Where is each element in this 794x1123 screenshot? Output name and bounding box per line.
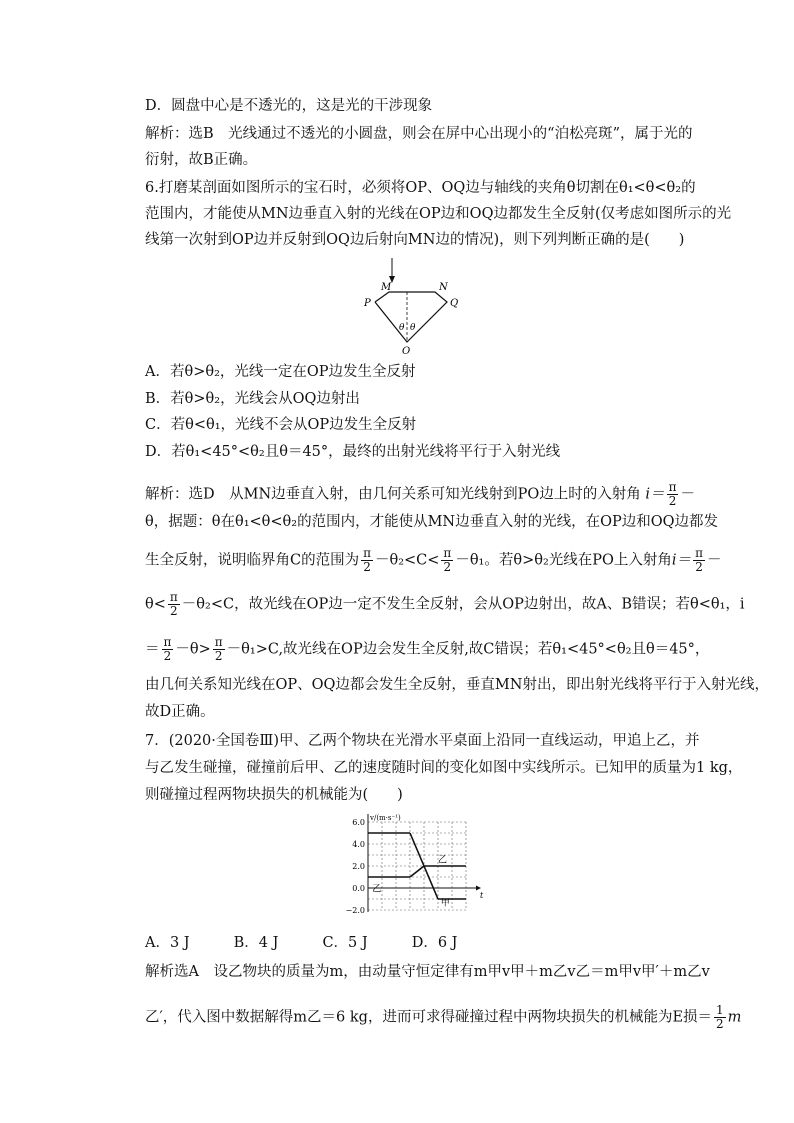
- series-label-yi-after: 乙: [438, 855, 448, 866]
- y-tick-label: 4.0: [352, 840, 365, 849]
- one-half-fraction: $\frac{1}{2}$: [716, 1003, 724, 1031]
- pi-over-2-fraction: $\frac{\pi}{2}$: [363, 546, 371, 574]
- q6-analysis-text: 解析：选D 从MN边垂直入射，由几何关系可知光线射到PO边上时的入射角: [145, 486, 641, 503]
- x-axis-arrow: [476, 886, 481, 891]
- q6-option-c: C．若θ<θ₁，光线不会从OP边发生全反射: [145, 417, 417, 433]
- incidence-angle-i: i＝: [645, 486, 665, 503]
- label-o: O: [402, 346, 411, 356]
- q6-stem-line-1: 6.打磨某剖面如图所示的宝石时，必须将OP、OQ边与轴线的夹角θ切割在θ₁<θ<θ₂的: [145, 180, 696, 196]
- q6-analysis-line-1: 解析：选D 从MN边垂直入射，由几何关系可知光线射到PO边上时的入射角 i＝ $\frac{\pi}{2}$ －: [145, 480, 695, 508]
- y-tick-label: 2.0: [352, 862, 365, 871]
- q7-stem-line-3: 则碰撞过程两物块损失的机械能为( ): [145, 787, 403, 803]
- q5-option-d: D．圆盘中心是不透光的，这是光的干涉现象: [145, 98, 433, 114]
- pi-over-2-fraction: $\frac{\pi}{2}$: [163, 635, 172, 663]
- label-m: M: [381, 282, 392, 293]
- y-tick-label: 6.0: [352, 818, 365, 827]
- x-axis-label: t: [480, 891, 484, 900]
- label-theta-left: θ: [399, 323, 405, 333]
- q7-option-d: D．6 J: [411, 935, 458, 951]
- pi-over-2-fraction: $\frac{\pi}{2}$: [214, 635, 223, 663]
- q6-analysis-line-5: ＝ $\frac{\pi}{2}$ －θ> $\frac{\pi}{2}$ －θ₁>C,故光线在OP边会发生全反射,故C错误；若θ₁<45°<θ₂且θ＝45°，: [145, 635, 710, 663]
- label-theta-right: θ: [410, 323, 416, 333]
- q7-option-a: A．3 J: [145, 935, 190, 951]
- series-segment-jia: [424, 866, 438, 899]
- q5-analysis-line-2: 衍射，故B正确。: [145, 152, 258, 168]
- pi-over-2-fraction: $\frac{\pi}{2}$: [443, 546, 452, 574]
- y-tick-label: −2.0: [345, 906, 365, 915]
- series-segment-jia: [410, 833, 424, 866]
- q7-stem-line-2: 与乙发生碰撞，碰撞前后甲、乙的速度随时间的变化如图中实线所示。已知甲的质量为1 kg，: [145, 760, 743, 776]
- q7-option-b: B．4 J: [233, 935, 279, 951]
- q6-analysis-line-3: 生全反射，说明临界角C的范围为 $\frac{\pi}{2}$ －θ₂<C< $\frac{\pi}{2}$ －θ₁。若θ>θ₂光线在PO上入射角i＝ $\frac{\pi}{2}$ －: [145, 546, 722, 574]
- q6-option-d: D．若θ₁<45°<θ₂且θ＝45°，最终的出射光线将平行于入射光线: [145, 444, 561, 460]
- q6-stem-line-2: 范围内，才能使从MN边垂直入射的光线在OP边和OQ边都发生全反射(仅考虑如图所示的光: [145, 206, 732, 222]
- q6-analysis-line-2: θ，据题：θ在θ₁<θ<θ₂的范围内，才能使从MN边垂直入射的光线，在OP边和OQ边都发: [145, 514, 719, 530]
- label-n: N: [439, 282, 448, 293]
- q7-stem-line-1: 7．(2020·全国卷Ⅲ)甲、乙两个物块在光滑水平桌面上沿同一直线运动，甲追上乙，并: [145, 733, 700, 749]
- q6-analysis-line-4: θ< $\frac{\pi}{2}$ －θ₂<C，故光线在OP边一定不发生全反射，会从OP边射出，故A、B错误；若θ<θ₁，i: [145, 590, 745, 618]
- label-q: Q: [450, 298, 459, 309]
- series-label-jia: 甲: [440, 898, 450, 909]
- y-axis-label: v/(m·s⁻¹): [370, 814, 401, 822]
- q6-analysis-line-6: 由几何关系知光线在OP、OQ边都会发生全反射，垂直MN射出，即出射光线将平行于入射光线，: [145, 677, 769, 693]
- q7-analysis-line-1: 解析选A 设乙物块的质量为m，由动量守恒定律有m甲v甲＋m乙v乙＝m甲v甲′＋m乙v: [145, 964, 710, 980]
- q6-analysis-line-7: 故D正确。: [145, 704, 215, 720]
- gem-cross-section-diagram: [355, 256, 475, 356]
- q7-options: [145, 933, 501, 953]
- y-tick-label: 0.0: [352, 884, 365, 893]
- q7-option-c: C．5 J: [322, 935, 368, 951]
- q6-stem-line-3: 线第一次射到OP边并反射到OQ边后射向MN边的情况)，则下列判断正确的是( ): [145, 232, 685, 248]
- q6-option-b: B．若θ>θ₂，光线会从OQ边射出: [145, 391, 360, 407]
- pi-over-2-fraction: $\frac{\pi}{2}$: [695, 546, 703, 574]
- series-segment-yi: [410, 866, 424, 877]
- label-p: P: [364, 298, 371, 309]
- pi-over-2-fraction: $\frac{\pi}{2}$: [668, 480, 677, 508]
- pi-over-2-fraction: $\frac{\pi}{2}$: [169, 590, 178, 618]
- q7-analysis-line-2: 乙′，代入图中数据解得m乙＝6 kg，进而可求得碰撞过程中两物块损失的机械能为E损＝ $\frac{1}{2}$ m: [145, 1003, 742, 1031]
- q6-option-a: A．若θ>θ₂，光线一定在OP边发生全反射: [145, 364, 416, 380]
- velocity-time-chart: [338, 812, 488, 924]
- series-label-yi: 乙: [372, 884, 382, 895]
- q5-analysis-line-1: 解析：选B 光线通过不透光的小圆盘，则会在屏中心出现小的“泊松亮斑”，属于光的: [145, 126, 693, 142]
